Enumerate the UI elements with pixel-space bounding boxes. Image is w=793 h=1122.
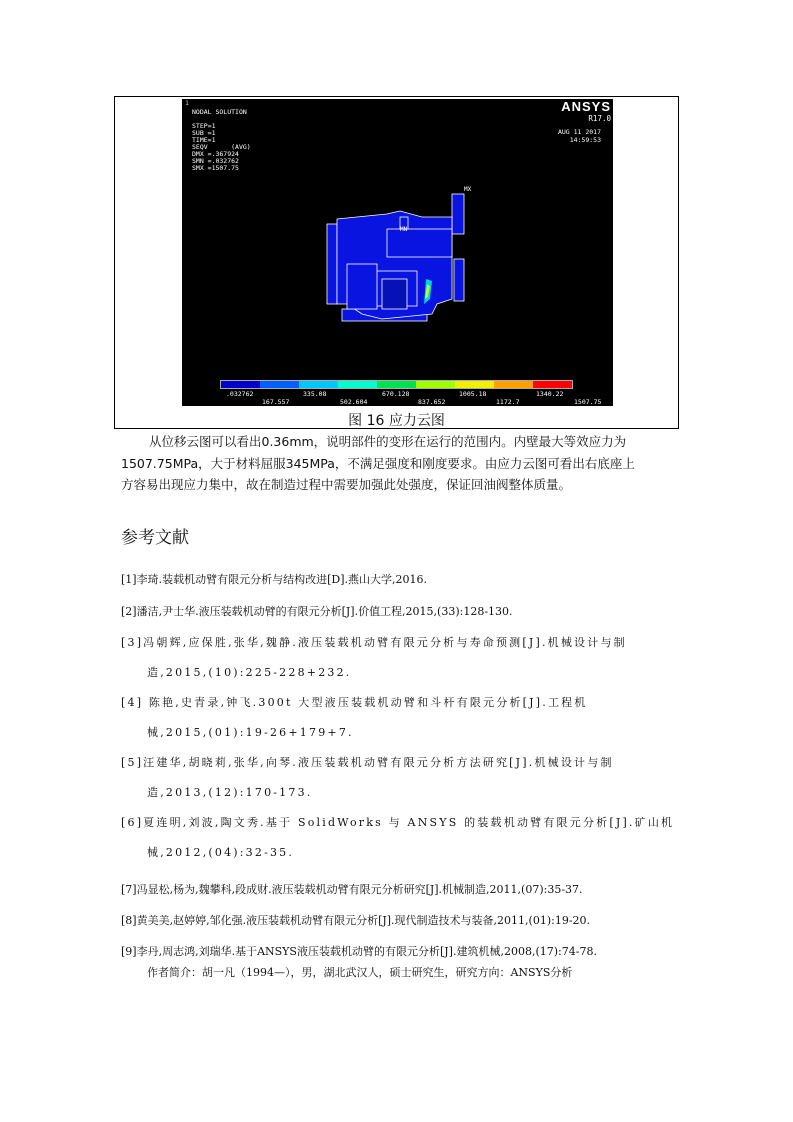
reference-line: [8]黄美美,赵婷婷,邹化强.液压装载机动臂有限元分析[J].现代制造技术与装备,2011,(01):19-20.: [121, 914, 591, 927]
mx-marker: MX: [464, 186, 472, 193]
reference-line: [3]冯朝辉,应保胜,张华,魏静.液压装载机动臂有限元分析与寿命预测[J].机械设计与制: [121, 636, 627, 649]
legend-color-swatch: [221, 381, 260, 388]
legend-top-label: 1005.18: [459, 390, 487, 398]
legend-color-swatch: [260, 381, 299, 388]
ansys-date: AUG 11 2017: [557, 128, 601, 136]
reference-item: [121, 875, 678, 905]
reference-line: 造,2013,(12):170-173.: [147, 786, 313, 799]
legend-bottom-label: 837.652: [418, 398, 446, 406]
seqv-label: SEQV (AVG): [192, 143, 251, 151]
ansys-time: 14:59:53: [569, 136, 601, 144]
body-paragraph: [121, 431, 678, 496]
reference-item: [121, 808, 678, 868]
reference-line: 造,2015,(10):225-228+232.: [147, 666, 352, 679]
contour-legend-bar: [220, 380, 573, 389]
step-label: STEP=1: [192, 122, 216, 130]
reference-line: 械,2012,(04):32-35.: [147, 846, 295, 859]
legend-color-swatch: [416, 381, 455, 388]
reference-item: [121, 597, 678, 627]
reference-line: [5]汪建华,胡晓莉,张华,向琴.液压装载机动臂有限元分析方法研究[J].机械设计与制: [121, 756, 614, 769]
plot-index: 1: [185, 99, 189, 107]
ansys-version: R17.0: [588, 114, 611, 123]
time-label: TIME=1: [192, 136, 216, 144]
reference-item: [121, 748, 678, 808]
body-line: 方容易出现应力集中，故在制造过程中需要加强此处强度，保证回油阀整体质量。: [121, 477, 572, 492]
reference-line: [7]冯显松,杨为,魏攀科,段成财.液压装载机动臂有限元分析研究[J].机械制造,2011,(07):35-37.: [121, 883, 583, 896]
reference-item: [121, 906, 678, 936]
reference-item: [121, 628, 678, 688]
reference-item: [121, 937, 678, 967]
legend-color-swatch: [299, 381, 338, 388]
reference-line: [4] 陈艳,史青录,钟飞.300t 大型液压装载机动臂和斗杆有限元分析[J].工程机: [121, 696, 588, 709]
valve-flange-top: [452, 194, 464, 234]
reference-line: 械,2015,(01):19-26+179+7.: [147, 726, 354, 739]
dmx-label: DMX =.367924: [192, 150, 239, 158]
ansys-stress-plot: [182, 99, 613, 406]
legend-bottom-label: 167.557: [262, 398, 290, 406]
reference-item: [121, 565, 678, 595]
legend-bottom-label: 502.604: [340, 398, 368, 406]
figure-caption: 图 16 应力云图: [348, 413, 445, 429]
reference-line: [2]潘洁,尹士华.液压装载机动臂的有限元分析[J].价值工程,2015,(33):128-130.: [121, 605, 513, 618]
legend-top-label: .032762: [226, 390, 254, 398]
reference-line: [6]夏连明,刘波,陶文秀.基于 SolidWorks 与 ANSYS 的装载机动臂有限元分析[J].矿山机: [121, 816, 675, 829]
smn-label: SMN =.032762: [192, 157, 239, 165]
legend-color-swatch: [377, 381, 416, 388]
legend-top-label: 335.08: [303, 390, 327, 398]
reference-line: [9]李丹,周志鸿,刘瑞华.基于ANSYS液压装载机动臂的有限元分析[J].建筑机械,2008,(17):74-78.: [121, 945, 597, 958]
legend-color-swatch: [494, 381, 533, 388]
nodal-solution-label: NODAL SOLUTION: [192, 108, 247, 116]
body-line: 1507.75MPa，大于材料屈服345MPa，不满足强度和刚度要求。由应力云图可看出右底座上: [121, 455, 635, 471]
legend-color-swatch: [455, 381, 494, 388]
references-heading: 参考文献: [121, 528, 189, 548]
author-note: 作者简介：胡一凡（1994—），男，湖北武汉人，硕士研究生，研究方向：ANSYS分析: [147, 966, 573, 979]
ansys-logo: ANSYS: [561, 99, 611, 114]
mn-marker: MN: [400, 226, 408, 233]
legend-bottom-label: 1507.75: [574, 398, 602, 406]
reference-item: [121, 688, 678, 748]
legend-top-label: 1340.22: [536, 390, 564, 398]
legend-color-swatch: [338, 381, 377, 388]
legend-color-swatch: [533, 381, 572, 388]
legend-top-label: 670.128: [382, 390, 410, 398]
valve-model-graphic: [182, 99, 613, 406]
sub-label: SUB =1: [192, 129, 216, 137]
body-line: 从位移云图可以看出0.36mm，说明部件的变形在运行的范围内。内壁最大等效应力为: [149, 434, 627, 449]
legend-bottom-label: 1172.7: [496, 398, 520, 406]
reference-line: [1]李琦.装载机动臂有限元分析与结构改进[D].燕山大学,2016.: [121, 573, 427, 586]
smx-label: SMX =1507.75: [192, 164, 239, 172]
